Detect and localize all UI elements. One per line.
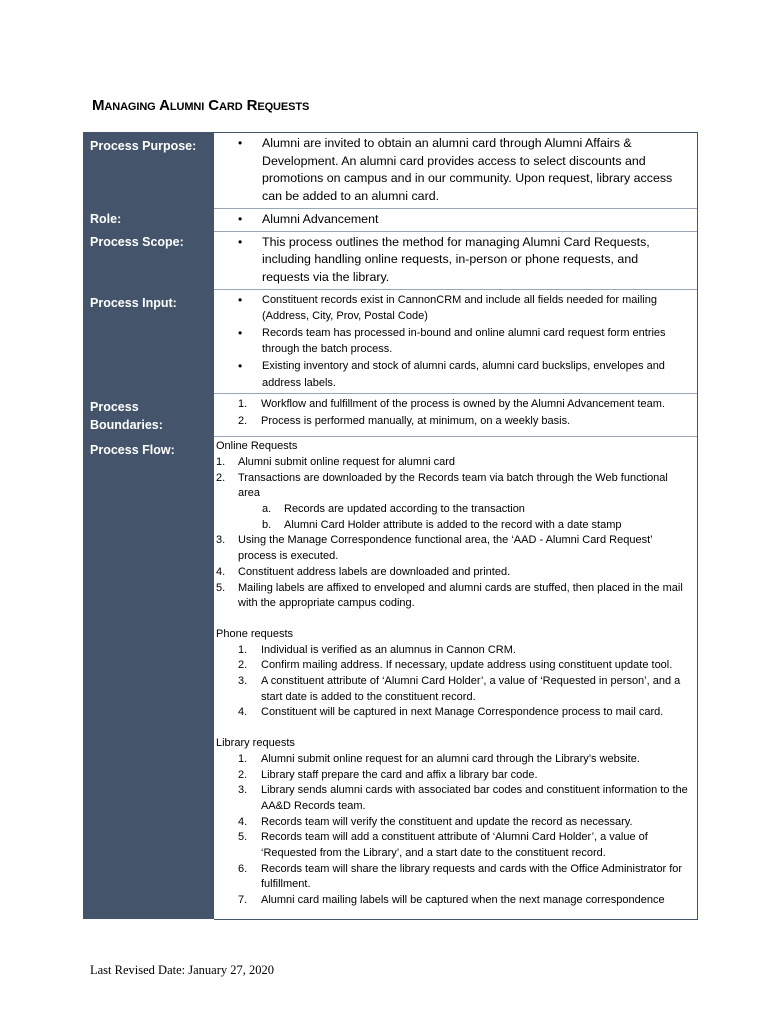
input-item: • Records team has processed in-bound and online alumni card request form entries through the batch process. xyxy=(216,325,689,358)
content-process-scope xyxy=(214,231,698,289)
last-revised-footer: Last Revised Date: January 27, 2020 xyxy=(90,963,274,977)
label-role: Role: xyxy=(83,208,214,231)
process-table xyxy=(83,132,698,920)
content-role xyxy=(214,208,698,231)
boundary-item: 2. Process is performed manually, at minimum, on a weekly basis. xyxy=(238,414,571,427)
row-input xyxy=(83,289,698,394)
row-flow xyxy=(83,437,698,920)
phone-step: 4. Constituent will be captured in next Manage Correspondence process to mail card. xyxy=(238,706,664,719)
document-title: Managing Alumni Card Requests xyxy=(92,97,310,114)
library-step: 6. Records team will share the library requests and cards with the Office Administrator for fulfillment. xyxy=(238,862,683,891)
library-step: 4. Records team will verify the constituent and update the record as necessary. xyxy=(238,815,633,828)
online-step: 1. Alumni submit online request for alumni card xyxy=(216,455,456,468)
input-item: • Constituent records exist in CannonCRM and include all fields needed for mailing (Address, City, Prov, Postal Code) xyxy=(216,292,689,325)
online-step: 3. Using the Manage Correspondence functional area, the ‘AAD - Alumni Card Request’ process is executed. xyxy=(216,534,653,563)
label-process-purpose: Process Purpose: xyxy=(83,133,214,209)
label-boundaries-line1: Process xyxy=(90,400,139,415)
phone-step: 2. Confirm mailing address. If necessary, update address using constituent update tool. xyxy=(238,659,673,672)
content-process-boundaries xyxy=(214,394,698,437)
label-boundaries-line2: Boundaries: xyxy=(90,418,163,433)
row-boundaries xyxy=(83,394,698,437)
library-step: 1. Alumni submit online request for an alumni card through the Library’s website. xyxy=(238,752,640,765)
row-scope xyxy=(83,231,698,289)
content-process-purpose xyxy=(214,133,698,209)
online-step: 2. Transactions are downloaded by the Records team via batch through the Web functional area xyxy=(216,471,668,500)
library-step: 7. Alumni card mailing labels will be captured when the next manage correspondence xyxy=(238,894,665,907)
library-step: 2. Library staff prepare the card and affix a library bar code. xyxy=(238,768,538,781)
label-process-boundaries xyxy=(83,394,214,437)
phone-requests-heading: Phone requests xyxy=(216,627,294,640)
phone-step: 1. Individual is verified as an alumnus in Cannon CRM. xyxy=(238,643,516,656)
row-purpose xyxy=(83,133,698,209)
phone-step: 3. A constituent attribute of ‘Alumni Card Holder’, a value of ‘Requested in person’, and a start date is added to the constituent record. xyxy=(238,675,681,703)
row-role xyxy=(83,208,698,231)
boundary-item: 1. Workflow and fulfillment of the process is owned by the Alumni Advancement team. xyxy=(238,398,665,411)
content-process-input xyxy=(214,289,698,394)
library-step: 5. Records team will add a constituent attribute of ‘Alumni Card Holder’, a value of ‘Requested from the Library’, and a start date to the constituent record. xyxy=(238,831,648,860)
purpose-text: • Alumni are invited to obtain an alumni card through Alumni Affairs & Development. An alumni card provides access to select discounts and promotions on campus and in our community. Upon request, library access can be added to an alumni card. xyxy=(216,135,689,206)
library-step: 3. Library sends alumni cards with associated bar codes and constituent information to the AA&D Records team. xyxy=(238,784,688,812)
input-item: • Existing inventory and stock of alumni cards, alumni card buckslips, envelopes and address labels. xyxy=(216,358,689,391)
online-requests-heading: Online Requests xyxy=(216,440,298,453)
label-process-flow: Process Flow: xyxy=(83,437,214,920)
label-process-input: Process Input: xyxy=(83,289,214,394)
online-substep: a. Records are updated according to the transaction xyxy=(262,503,525,515)
online-substep: b. Alumni Card Holder attribute is added to the record with a date stamp xyxy=(262,518,622,531)
library-requests-heading: Library requests xyxy=(216,737,295,750)
content-process-flow xyxy=(214,437,698,920)
online-step: 4. Constituent address labels are downloaded and printed. xyxy=(216,565,511,578)
role-text: • Alumni Advancement xyxy=(216,211,689,229)
scope-text: • This process outlines the method for managing Alumni Card Requests, including handling online requests, in-person or phone requests, and requests via the library. xyxy=(216,234,689,287)
online-step: 5. Mailing labels are affixed to enveloped and alumni cards are stuffed, then placed in the mail with the appropriate campus coding. xyxy=(216,581,683,610)
label-process-scope: Process Scope: xyxy=(83,231,214,289)
